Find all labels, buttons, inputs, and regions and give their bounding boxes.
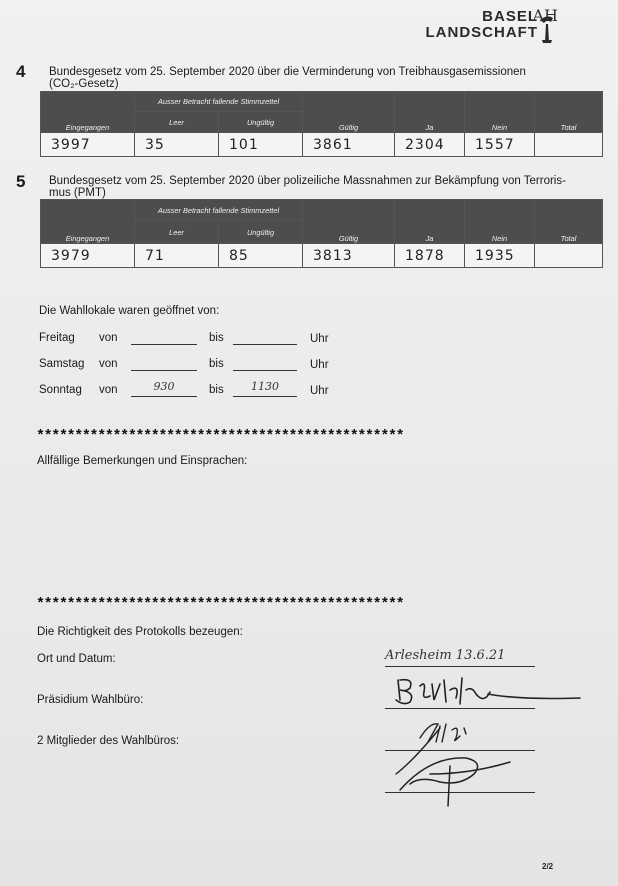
section4-col-nein: Nein — [465, 92, 535, 133]
section5-col-gueltig: Gültig — [303, 200, 395, 244]
section5-value-total — [535, 244, 603, 268]
section5-title-line1: Bundesgesetz vom 25. September 2020 über polizeiliche Massnahmen zur Bekämpfung von Terroris- — [49, 175, 566, 187]
hours-to-field — [233, 330, 297, 345]
handwritten-signatures — [380, 670, 590, 810]
section5-value-gueltig: 3813 — [303, 244, 395, 268]
section4-title-line1: Bundesgesetz vom 25. September 2020 über die Verminderung von Treibhausgasemissionen — [49, 66, 526, 78]
hours-from-field — [131, 356, 197, 371]
section5-results-table — [40, 199, 603, 268]
section5-title-line2: mus (PMT) — [49, 187, 106, 199]
hours-day: Samstag — [39, 358, 85, 370]
section4-value-ungueltig: 101 — [219, 133, 303, 157]
member2-signature — [400, 758, 510, 806]
section4-col-leer: Leer — [135, 112, 219, 133]
basel-landschaft-logo — [416, 8, 576, 44]
logo-line1: BASEL — [482, 8, 538, 25]
section5-col-ungueltig: Ungültig — [219, 221, 303, 244]
member1-signature — [396, 724, 466, 774]
attest-heading: Die Richtigkeit des Protokolls bezeugen: — [37, 626, 243, 638]
hours-von-label: von — [99, 332, 118, 344]
section4-col-total: Total — [535, 92, 603, 133]
remarks-heading: Allfällige Bemerkungen und Einsprachen: — [37, 455, 248, 467]
handwritten-initials: AH — [532, 6, 558, 25]
hours-heading: Die Wahllokale waren geöffnet von: — [39, 305, 220, 317]
presidium-label: Präsidium Wahlbüro: — [37, 694, 144, 706]
section5-col-ja: Ja — [395, 200, 465, 244]
section4-col-ja: Ja — [395, 92, 465, 133]
page-number: 2/2 — [542, 862, 554, 871]
hours-from-field: 930 — [131, 380, 197, 397]
place-date-value: Arlesheim 13.6.21 — [385, 648, 535, 667]
section4-col-gueltig: Gültig — [303, 92, 395, 133]
hours-uhr-label: Uhr — [310, 333, 329, 345]
section4-number: 4 — [16, 62, 26, 81]
section5-col-leer: Leer — [135, 221, 219, 244]
section5-value-leer: 71 — [135, 244, 219, 268]
section4-col-ungueltig: Ungültig — [219, 112, 303, 133]
section4-value-eingegangen: 3997 — [41, 133, 135, 157]
hours-bis-label: bis — [209, 358, 224, 370]
separator-stars-top: ************************************************ — [36, 428, 404, 445]
logo-line2: LANDSCHAFT — [425, 24, 538, 41]
separator-stars-bottom: ************************************************ — [36, 596, 404, 613]
section4-value-gueltig: 3861 — [303, 133, 395, 157]
hours-uhr-label: Uhr — [310, 359, 329, 371]
section4-value-leer: 35 — [135, 133, 219, 157]
presidium-signature — [396, 678, 580, 704]
section4-title — [49, 66, 589, 90]
section5-value-ja: 1878 — [395, 244, 465, 268]
section5-col-eingegangen: Eingegangen — [41, 200, 135, 244]
section4-title-line2: (CO₂-Gesetz) — [49, 78, 119, 90]
section4-value-total — [535, 133, 603, 157]
hours-from-field — [131, 330, 197, 345]
section5-value-ungueltig: 85 — [219, 244, 303, 268]
members-label: 2 Mitglieder des Wahlbüros: — [37, 735, 180, 747]
section4-group-header: Ausser Betracht fallende Stimmzettel — [135, 92, 303, 112]
section4-value-ja: 2304 — [395, 133, 465, 157]
hours-day: Sonntag — [39, 384, 82, 396]
place-date-label: Ort und Datum: — [37, 653, 116, 665]
hours-uhr-label: Uhr — [310, 385, 329, 397]
section5-title — [49, 175, 594, 199]
section5-group-header: Ausser Betracht fallende Stimmzettel — [135, 200, 303, 221]
section5-value-nein: 1935 — [465, 244, 535, 268]
section5-number: 5 — [16, 172, 26, 191]
hours-day: Freitag — [39, 332, 75, 344]
hours-to-field: 1130 — [233, 380, 297, 397]
section5-value-eingegangen: 3979 — [41, 244, 135, 268]
section4-value-nein: 1557 — [465, 133, 535, 157]
hours-to-field — [233, 356, 297, 371]
hours-von-label: von — [99, 384, 118, 396]
hours-von-label: von — [99, 358, 118, 370]
section5-col-nein: Nein — [465, 200, 535, 244]
section4-results-table — [40, 91, 603, 157]
section5-col-total: Total — [535, 200, 603, 244]
section4-col-eingegangen: Eingegangen — [41, 92, 135, 133]
hours-bis-label: bis — [209, 384, 224, 396]
hours-bis-label: bis — [209, 332, 224, 344]
